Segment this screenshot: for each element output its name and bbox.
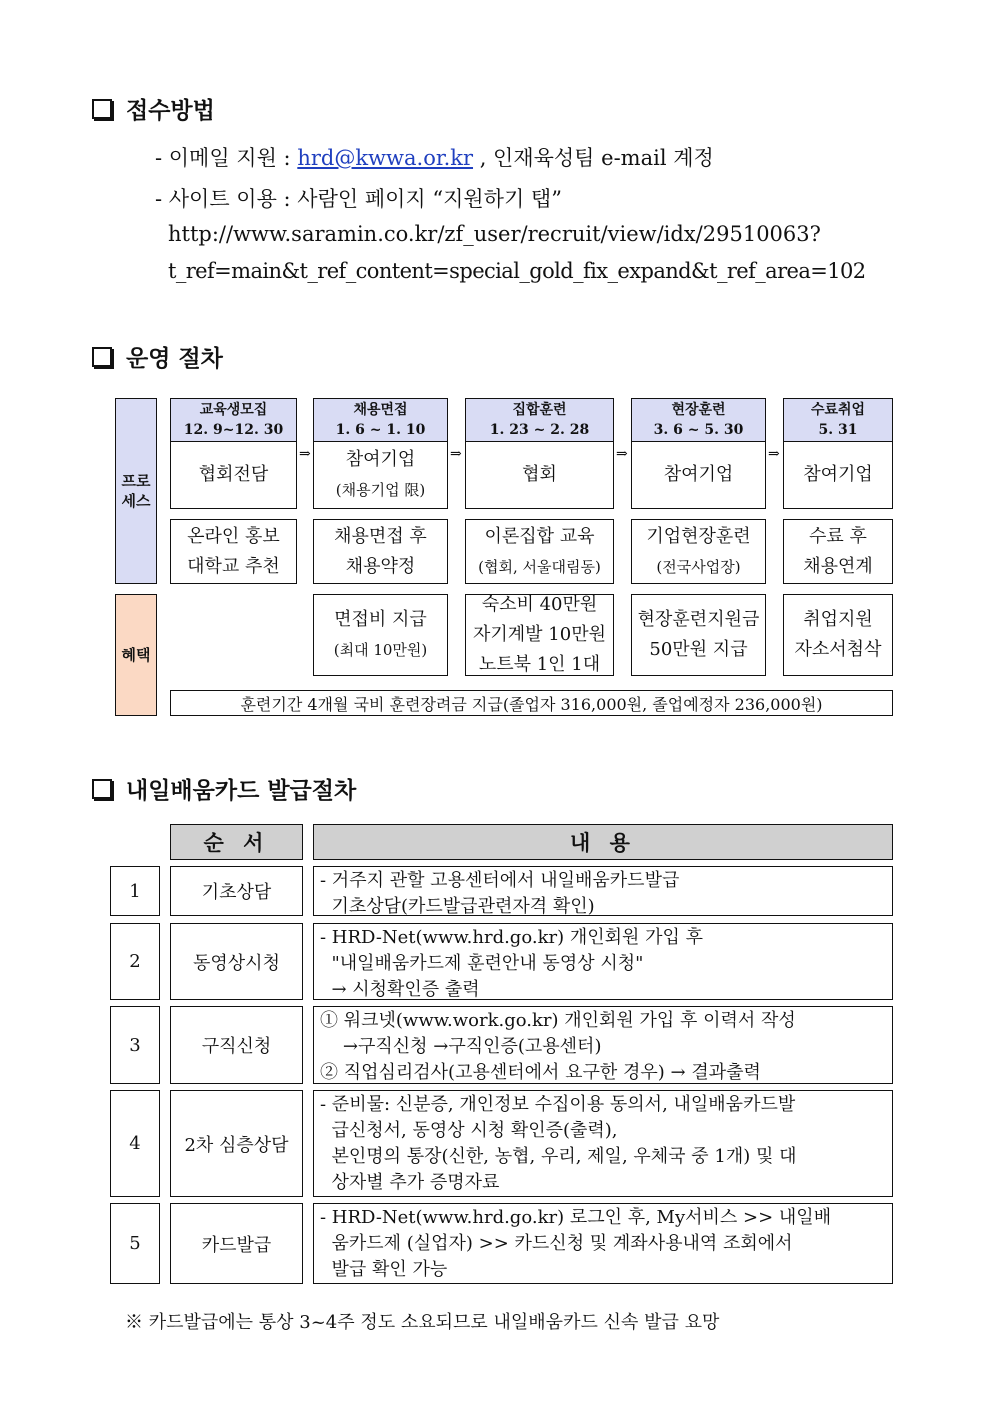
arrow-right-icon: ⇒ [299,446,311,462]
benefit-line: (최대 10만원) [333,641,428,659]
email-prefix: - 이메일 지원 : [155,146,298,170]
step-owner [313,441,448,509]
step-desc-line: 수료 후 [809,525,867,547]
row-content-line: - HRD-Net(www.hrd.go.kr) 로그인 후, My서비스 >> 내일배 [320,1207,832,1228]
checkbox-square-icon [92,99,112,119]
row-content-line: 기초상담(카드발급관련자격 확인) [320,896,595,917]
step-desc [170,519,297,584]
step-name: 교육생모집 [199,402,268,418]
allowance-box [170,690,893,716]
benefit-line: 50만원 지급 [649,639,748,660]
row-content [313,923,893,1000]
row-content [313,1090,893,1197]
row-content-line: - 준비물: 신분증, 개인정보 수집이용 동의서, 내일배움카드발 [320,1094,796,1115]
benefit-box [783,594,893,676]
step-desc [313,519,448,584]
step-owner-note: (채용기업 限) [335,481,426,499]
row-number: 4 [110,1090,160,1197]
card-note: ※ 카드발급에는 통상 3~4주 정도 소요되므로 내일배움카드 신속 발급 요망 [125,1312,720,1333]
benefit-line: 현장훈련지원금 [637,609,760,630]
row-content-line: 본인명의 통장(신한, 농협, 우리, 제일, 우체국 중 1개) 및 대 [320,1146,797,1167]
step-owner [170,441,297,509]
step-owner-text: 협회전담 [198,464,269,485]
row-content-line: → 시청확인증 출력 [320,979,480,1000]
section-title-text: 접수방법 [126,97,215,124]
step-desc-line: 이론집합 교육 [484,525,595,547]
benefit-line: 면접비 지급 [334,609,427,630]
step-owner [465,441,614,509]
section-title-card [92,772,356,805]
side-label-benefit: 혜택 [115,594,157,716]
row-content-line: 발급 확인 가능 [320,1259,448,1280]
col-header-order: 순 서 [170,824,303,860]
section-title-text: 내일배움카드 발급절차 [126,777,357,804]
email-suffix: , 인재육성팀 e-mail 계정 [473,146,714,170]
section-title-text: 운영 절차 [126,345,223,372]
row-content-line: →구직신청 →구직인증(고용센터) [320,1036,602,1057]
row-step-name: 동영상시청 [170,923,303,1000]
step-desc-line: 채용약정 [345,555,416,577]
benefit-box [313,594,448,676]
row-number: 1 [110,866,160,916]
step-desc-line: 기업현장훈련 [646,525,751,547]
step-desc-line: 채용면접 후 [334,525,427,547]
step-date: 1. 23 ~ 2. 28 [489,422,590,438]
step-name: 채용면접 [353,402,408,418]
email-link[interactable]: hrd@kwwa.or.kr [297,146,474,170]
checkbox-square-icon [92,347,112,367]
step-desc-line: (전국사업장) [656,557,741,576]
row-content [313,866,893,916]
benefit-line: 노트북 1인 1대 [478,654,601,675]
step-desc-line: 대학교 추천 [187,555,280,577]
step-owner [631,441,766,509]
row-step-name: 카드발급 [170,1203,303,1284]
row-content-line: - HRD-Net(www.hrd.go.kr) 개인회원 가입 후 [320,927,703,948]
checkbox-square-icon [92,779,112,799]
arrow-right-icon: ⇒ [616,446,628,462]
step-header [313,398,448,442]
step-date: 3. 6 ~ 5. 30 [653,422,744,438]
row-number: 3 [110,1006,160,1084]
step-name: 수료취업 [810,402,866,418]
row-content-line: ① 워크넷(www.work.go.kr) 개인회원 가입 후 이력서 작성 [320,1010,796,1031]
step-owner-text: 참여기업 [345,449,416,470]
row-content [313,1203,893,1284]
benefit-box [465,594,614,676]
row-number: 5 [110,1203,160,1284]
benefit-line: 자소서첨삭 [794,639,882,660]
email-line [155,142,714,172]
benefit-box [631,594,766,676]
arrow-right-icon: ⇒ [450,446,462,462]
step-header [631,398,766,442]
row-content-line: 상자별 추가 증명자료 [320,1172,500,1193]
row-step-name: 구직신청 [170,1006,303,1084]
section-title-process [92,340,223,373]
section-title-apply [92,92,215,125]
step-header [170,398,297,442]
step-desc [631,519,766,584]
row-step-name: 기초상담 [170,866,303,916]
step-owner-text: 참여기업 [803,464,873,485]
step-date: 12. 9~12. 30 [183,422,284,438]
row-content-line: "내일배움카드제 훈련안내 동영상 시청" [320,953,644,974]
step-header [465,398,614,442]
benefit-line: 자기계발 10만원 [473,624,606,645]
row-content-line: 급신청서, 동영상 시청 확인증(출력), [320,1120,618,1141]
benefit-line: 취업지원 [803,609,873,630]
step-owner-text: 참여기업 [663,464,734,485]
row-content-line: 움카드제 (실업자) >> 카드신청 및 계좌사용내역 조회에서 [320,1233,793,1254]
step-date: 5. 31 [818,422,858,438]
step-desc [783,519,893,584]
col-header-content: 내 용 [313,824,893,860]
step-owner [783,441,893,509]
step-name: 현장훈련 [671,402,726,418]
step-owner-text: 협회 [522,464,557,485]
side-label-process: 프로 세스 [115,398,157,584]
url-line-2[interactable]: t_ref=main&t_ref_content=special_gold_fix_expand&t_ref_area=102 [168,259,866,283]
step-header [783,398,893,442]
row-content [313,1006,893,1084]
row-content-line: ② 직업심리검사(고용센터에서 요구한 경우) → 결과출력 [320,1062,761,1083]
step-desc-line: 채용연계 [803,555,873,577]
allowance-text: 훈련기간 4개월 국비 훈련장려금 지급(졸업자 316,000원, 졸업예정자 236,000원) [240,694,823,714]
row-step-name: 2차 심층상담 [170,1090,303,1197]
row-content-line: - 거주지 관할 고용센터에서 내일배움카드발급 [320,870,680,891]
row-number: 2 [110,923,160,1000]
step-desc-line: (협회, 서울대림동) [478,557,601,576]
step-desc-line: 온라인 홍보 [187,525,280,547]
step-date: 1. 6 ~ 1. 10 [335,422,426,438]
benefit-line: 숙소비 40만원 [481,594,598,615]
step-desc [465,519,614,584]
site-line: - 사이트 이용 : 사람인 페이지 “지원하기 탭” [155,187,562,211]
url-line-1[interactable]: http://www.saramin.co.kr/zf_user/recruit/view/idx/29510063? [168,222,821,246]
arrow-right-icon: ⇒ [768,446,780,462]
step-name: 집합훈련 [512,402,567,418]
